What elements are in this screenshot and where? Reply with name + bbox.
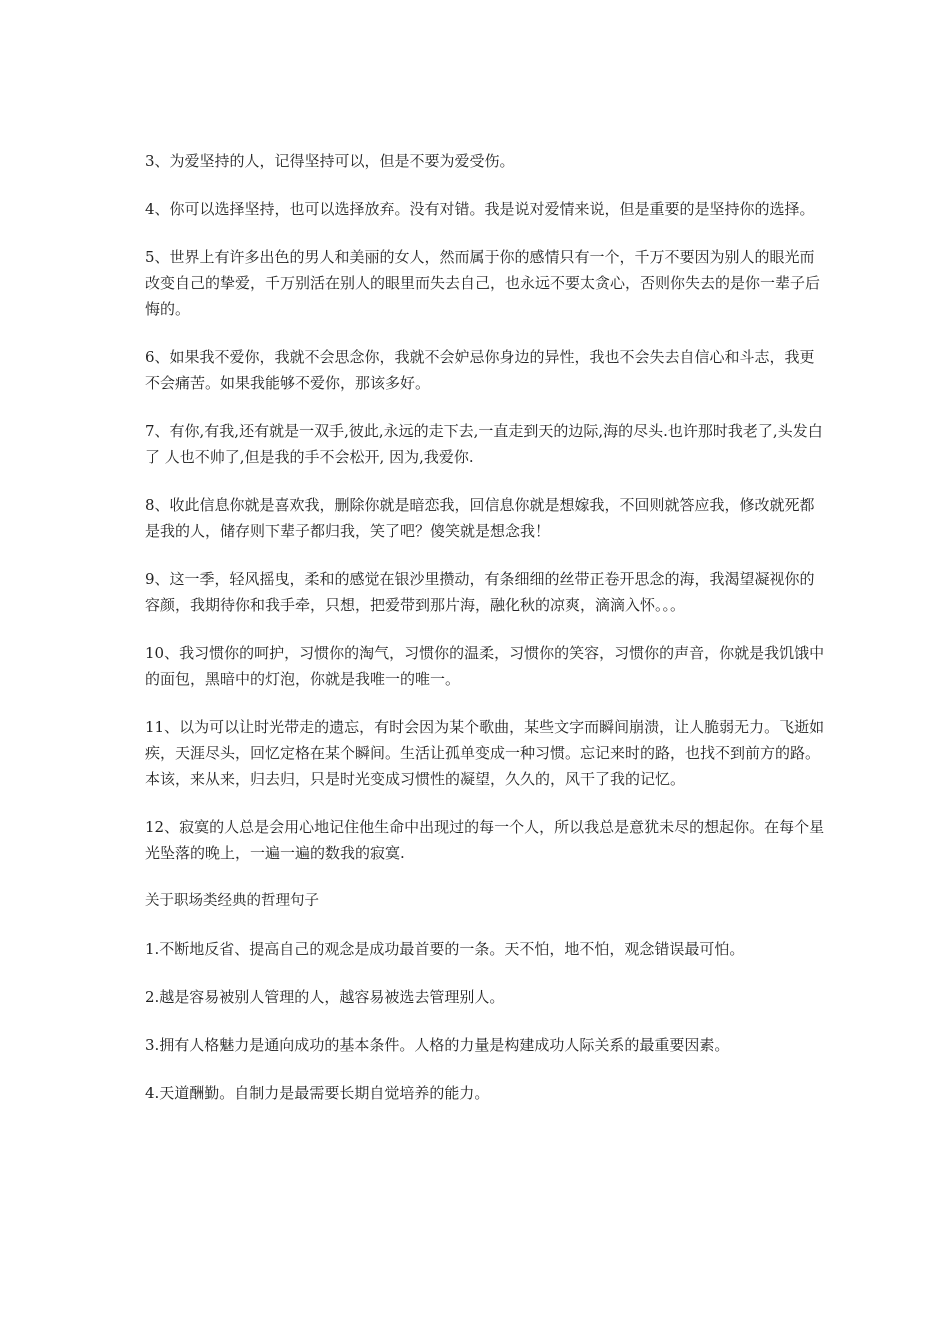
paragraph-love-8: 8、收此信息你就是喜欢我，删除你就是暗恋我，回信息你就是想嫁我，不回则就答应我，修改就死都是我的人，储存则下辈子都归我，笑了吧？傻笑就是想念我！ [145, 496, 815, 540]
paragraph-love-4: 4、你可以选择坚持，也可以选择放弃。没有对错。我是说对爱情来说，但是重要的是坚持你的选择。 [145, 200, 815, 218]
paragraph-love-9: 9、这一季，轻风摇曳，柔和的感觉在银沙里攒动，有条细细的丝带正卷开思念的海，我渴望凝视你的容颜，我期待你和我手牵，只想，把爱带到那片海，融化秋的凉爽，滴滴入怀。。。 [145, 570, 815, 614]
paragraph-love-5: 5、世界上有许多出色的男人和美丽的女人，然而属于你的感情只有一个，千万不要因为别人的眼光而改变自己的挚爱，千万别活在别人的眼里而失去自己，也永远不要太贪心，否则你失去的是你一辈子后悔的。 [145, 248, 821, 318]
paragraph-love-6: 6、如果我不爱你，我就不会思念你，我就不会妒忌你身边的异性，我也不会失去自信心和斗志，我更不会痛苦。如果我能够不爱你，那该多好。 [145, 348, 815, 392]
paragraph-work-2: 2.越是容易被别人管理的人，越容易被选去管理别人。 [145, 988, 505, 1006]
paragraph-work-4: 4.天道酬勤。自制力是最需要长期自觉培养的能力。 [145, 1084, 490, 1102]
paragraph-love-10: 10、我习惯你的呵护，习惯你的淘气，习惯你的温柔，习惯你的笑容，习惯你的声音，你就是我饥饿中的面包，黑暗中的灯泡，你就是我唯一的唯一。 [145, 644, 825, 688]
paragraph-love-7: 7、有你,有我,还有就是一双手,彼此,永远的走下去,一直走到天的边际,海的尽头.也许那时我老了,头发白了 人也不帅了,但是我的手不会松开, 因为,我爱你. [145, 422, 823, 466]
paragraph-love-11: 11、以为可以让时光带走的遗忘，有时会因为某个歌曲，某些文字而瞬间崩溃，让人脆弱无力。飞逝如疾，天涯尽头，回忆定格在某个瞬间。生活让孤单变成一种习惯。忘记来时的路，也找不到前方的路。本该，来从来，归去归，只是时光变成习惯性的凝望，久久的，风干了我的记忆。 [145, 718, 825, 788]
paragraph-love-12: 12、寂寞的人总是会用心地记住他生命中出现过的每一个人，所以我总是意犹未尽的想起你。在每个星光坠落的晚上，一遍一遍的数我的寂寞. [145, 818, 825, 862]
paragraph-work-3: 3.拥有人格魅力是通向成功的基本条件。人格的力量是构建成功人际关系的最重要因素。 [145, 1036, 730, 1054]
paragraph-work-1: 1.不断地反省、提高自己的观念是成功最首要的一条。天不怕，地不怕，观念错误最可怕。 [145, 940, 745, 958]
document-body [145, 148, 825, 1128]
section-heading: 关于职场类经典的哲理句子 [145, 893, 319, 909]
paragraph-love-3: 3、为爱坚持的人，记得坚持可以，但是不要为爱受伤。 [145, 152, 515, 170]
